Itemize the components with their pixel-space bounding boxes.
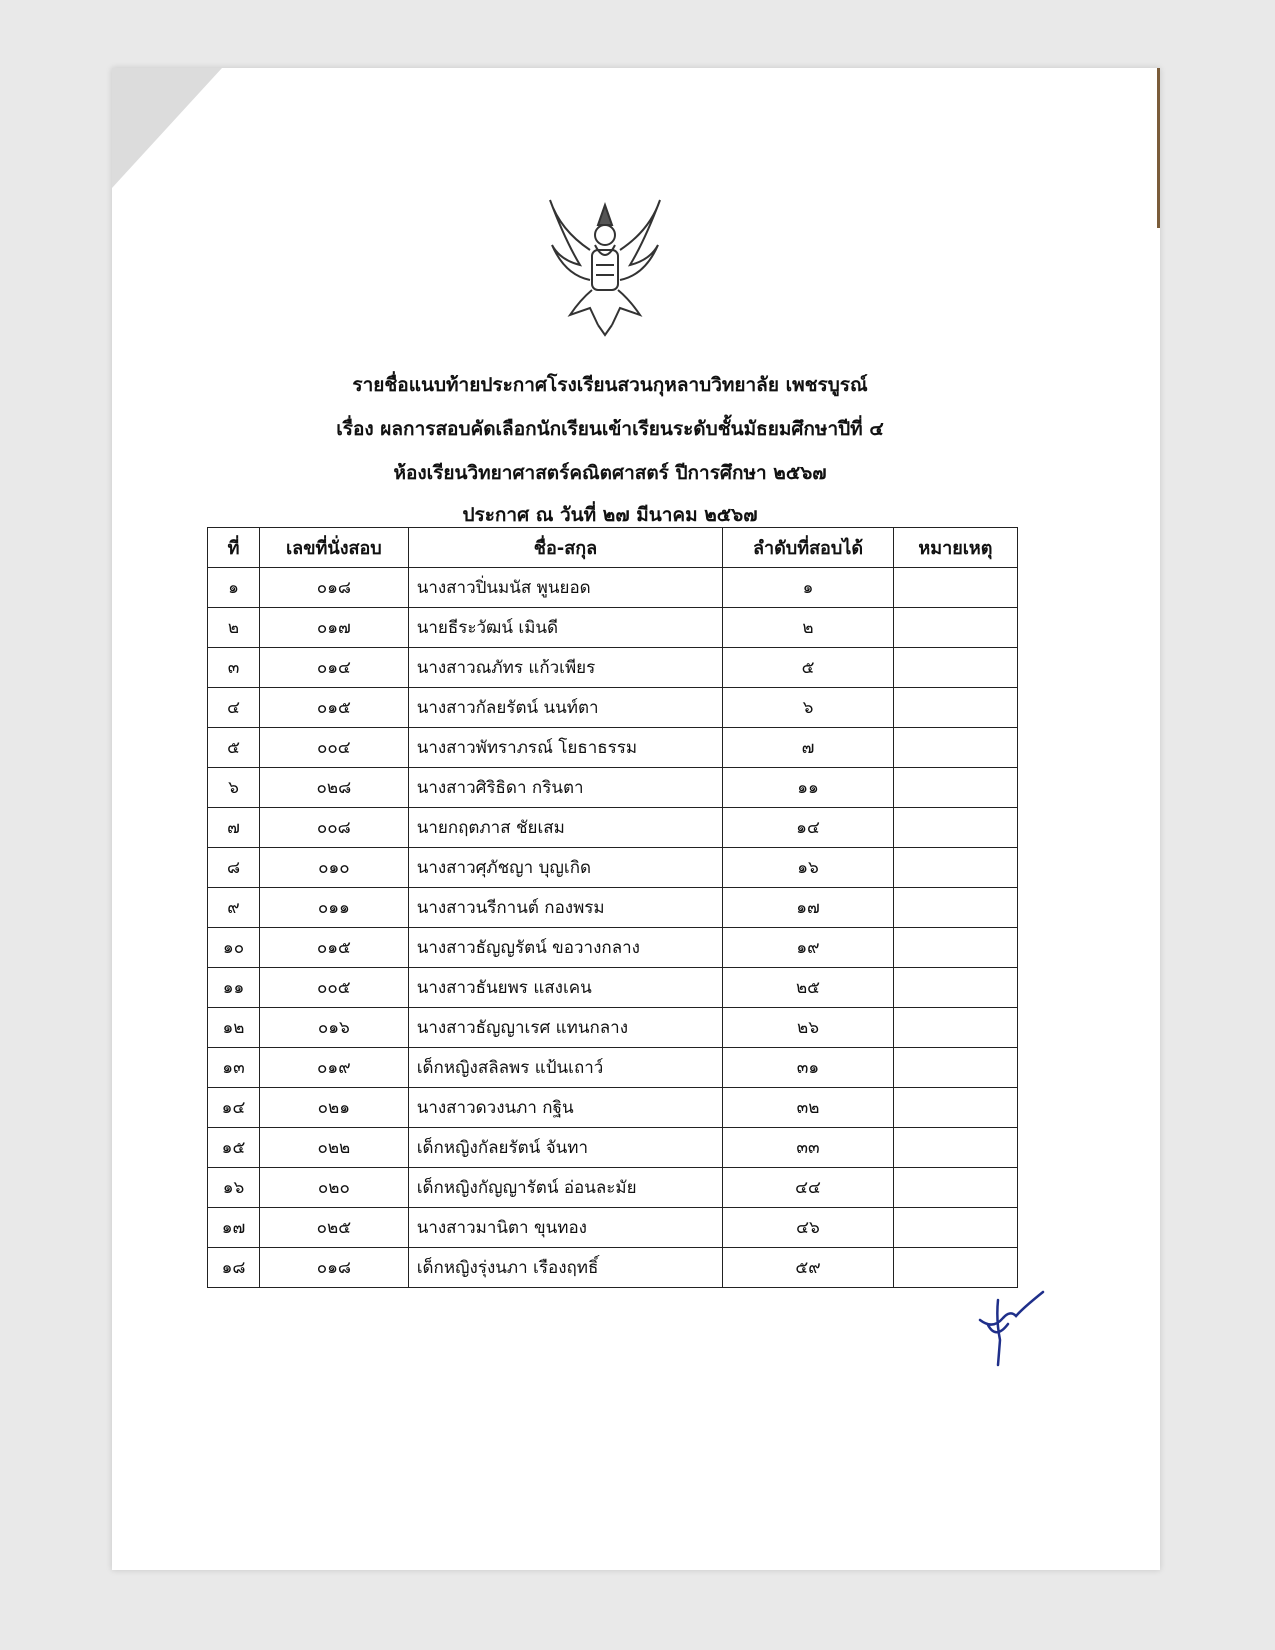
table-row — [208, 968, 1018, 1008]
table-row — [208, 648, 1018, 688]
cell-note — [893, 608, 1017, 648]
cell-rank: ๓๓ — [723, 1128, 894, 1168]
cell-note — [893, 968, 1017, 1008]
cell-note — [893, 1008, 1017, 1048]
cell-name: นางสาวกัลยรัตน์ นนท์ตา — [408, 688, 723, 728]
cell-rank: ๓๑ — [723, 1048, 894, 1088]
cell-seat: ๐๒๒ — [260, 1128, 409, 1168]
cell-note — [893, 1168, 1017, 1208]
cell-note — [893, 1208, 1017, 1248]
cell-name: เด็กหญิงสลิลพร แป้นเถาว์ — [408, 1048, 723, 1088]
cell-seat: ๐๑๘ — [260, 1248, 409, 1288]
cell-seat: ๐๑๖ — [260, 1008, 409, 1048]
cell-name: นางสาวธัญญาเรศ แทนกลาง — [408, 1008, 723, 1048]
cell-seat: ๐๐๘ — [260, 808, 409, 848]
table-row — [208, 1008, 1018, 1048]
cell-rank: ๗ — [723, 728, 894, 768]
cell-seat: ๐๑๕ — [260, 928, 409, 968]
cell-seat: ๐๑๐ — [260, 848, 409, 888]
table-row — [208, 808, 1018, 848]
cell-rank: ๒๕ — [723, 968, 894, 1008]
cell-note — [893, 808, 1017, 848]
cell-rank: ๔๖ — [723, 1208, 894, 1248]
page-fold — [112, 68, 222, 188]
table-row — [208, 928, 1018, 968]
table-row — [208, 568, 1018, 608]
cell-seat: ๐๒๘ — [260, 768, 409, 808]
cell-note — [893, 688, 1017, 728]
cell-no: ๑๑ — [208, 968, 260, 1008]
cell-name: นางสาวศิริธิดา กรินตา — [408, 768, 723, 808]
cell-rank: ๒ — [723, 608, 894, 648]
cell-note — [893, 888, 1017, 928]
document-date: ประกาศ ณ วันที่ ๒๗ มีนาคม ๒๕๖๗ — [462, 504, 758, 526]
garuda-emblem-icon — [530, 190, 680, 340]
cell-name: นางสาวธัญญรัตน์ ขอวางกลาง — [408, 928, 723, 968]
cell-note — [893, 648, 1017, 688]
cell-note — [893, 1128, 1017, 1168]
cell-note — [893, 1088, 1017, 1128]
cell-rank: ๕ — [723, 648, 894, 688]
paper-edge — [1157, 68, 1160, 228]
cell-no: ๗ — [208, 808, 260, 848]
cell-no: ๑๔ — [208, 1088, 260, 1128]
table-header-row — [208, 528, 1018, 568]
cell-name: นางสาวปิ่นมนัส พูนยอด — [408, 568, 723, 608]
cell-note — [893, 928, 1017, 968]
column-header-rank: ลำดับที่สอบได้ — [723, 528, 894, 568]
cell-seat: ๐๑๘ — [260, 568, 409, 608]
cell-note — [893, 568, 1017, 608]
cell-seat: ๐๐๕ — [260, 968, 409, 1008]
cell-seat: ๐๑๕ — [260, 688, 409, 728]
cell-seat: ๐๒๐ — [260, 1168, 409, 1208]
cell-note — [893, 728, 1017, 768]
results-table — [207, 527, 1018, 1288]
cell-rank: ๑ — [723, 568, 894, 608]
cell-rank: ๔๔ — [723, 1168, 894, 1208]
cell-name: นางสาวณภัทร แก้วเพียร — [408, 648, 723, 688]
cell-rank: ๑๗ — [723, 888, 894, 928]
document-title: รายชื่อแนบท้ายประกาศโรงเรียนสวนกุหลาบวิทยาลัย เพชรบูรณ์ — [352, 374, 868, 396]
cell-seat: ๐๐๔ — [260, 728, 409, 768]
cell-rank: ๕๙ — [723, 1248, 894, 1288]
cell-no: ๑๓ — [208, 1048, 260, 1088]
cell-no: ๑๘ — [208, 1248, 260, 1288]
cell-seat: ๐๑๗ — [260, 608, 409, 648]
cell-name: นายกฤตภาส ชัยเสม — [408, 808, 723, 848]
cell-note — [893, 848, 1017, 888]
cell-no: ๘ — [208, 848, 260, 888]
cell-note — [893, 768, 1017, 808]
cell-note — [893, 1048, 1017, 1088]
column-header-no: ที่ — [208, 528, 260, 568]
cell-seat: ๐๒๕ — [260, 1208, 409, 1248]
document-program: ห้องเรียนวิทยาศาสตร์คณิตศาสตร์ ปีการศึกษา ๒๕๖๗ — [393, 462, 827, 484]
cell-name: นายธีระวัฒน์ เมินดี — [408, 608, 723, 648]
cell-no: ๑๕ — [208, 1128, 260, 1168]
cell-no: ๒ — [208, 608, 260, 648]
cell-no: ๔ — [208, 688, 260, 728]
table-row — [208, 848, 1018, 888]
cell-no: ๕ — [208, 728, 260, 768]
cell-rank: ๓๒ — [723, 1088, 894, 1128]
cell-no: ๑๐ — [208, 928, 260, 968]
cell-name: นางสาวนรีกานต์ กองพรม — [408, 888, 723, 928]
cell-name: นางสาวพัทราภรณ์ โยธาธรรม — [408, 728, 723, 768]
cell-no: ๑๒ — [208, 1008, 260, 1048]
cell-seat: ๐๑๔ — [260, 648, 409, 688]
signature-icon — [968, 1280, 1058, 1370]
cell-name: นางสาวดวงนภา กฐิน — [408, 1088, 723, 1128]
table-row — [208, 888, 1018, 928]
cell-rank: ๑๑ — [723, 768, 894, 808]
table-row — [208, 1208, 1018, 1248]
cell-no: ๑๗ — [208, 1208, 260, 1248]
cell-name: นางสาวมานิตา ขุนทอง — [408, 1208, 723, 1248]
cell-name: เด็กหญิงรุ่งนภา เรืองฤทธิ์ — [408, 1248, 723, 1288]
cell-rank: ๖ — [723, 688, 894, 728]
column-header-name: ชื่อ-สกุล — [408, 528, 723, 568]
cell-rank: ๑๔ — [723, 808, 894, 848]
column-header-note: หมายเหตุ — [893, 528, 1017, 568]
cell-no: ๑ — [208, 568, 260, 608]
cell-no: ๖ — [208, 768, 260, 808]
document-subject: เรื่อง ผลการสอบคัดเลือกนักเรียนเข้าเรียนระดับชั้นมัธยมศึกษาปีที่ ๔ — [336, 418, 884, 440]
cell-no: ๓ — [208, 648, 260, 688]
table-row — [208, 608, 1018, 648]
cell-no: ๙ — [208, 888, 260, 928]
table-row — [208, 728, 1018, 768]
cell-name: เด็กหญิงกัญญารัตน์ อ่อนละมัย — [408, 1168, 723, 1208]
cell-name: นางสาวธันยพร แสงเคน — [408, 968, 723, 1008]
table-row — [208, 1248, 1018, 1288]
table-row — [208, 1128, 1018, 1168]
cell-seat: ๐๑๙ — [260, 1048, 409, 1088]
cell-seat: ๐๒๑ — [260, 1088, 409, 1128]
table-row — [208, 768, 1018, 808]
cell-no: ๑๖ — [208, 1168, 260, 1208]
cell-name: นางสาวศุภัชญา บุญเกิด — [408, 848, 723, 888]
cell-rank: ๑๙ — [723, 928, 894, 968]
table-row — [208, 688, 1018, 728]
cell-seat: ๐๑๑ — [260, 888, 409, 928]
cell-rank: ๑๖ — [723, 848, 894, 888]
cell-rank: ๒๖ — [723, 1008, 894, 1048]
cell-name: เด็กหญิงกัลยรัตน์ จันทา — [408, 1128, 723, 1168]
table-row — [208, 1048, 1018, 1088]
table-row — [208, 1088, 1018, 1128]
table-row — [208, 1168, 1018, 1208]
column-header-seat: เลขที่นั่งสอบ — [260, 528, 409, 568]
